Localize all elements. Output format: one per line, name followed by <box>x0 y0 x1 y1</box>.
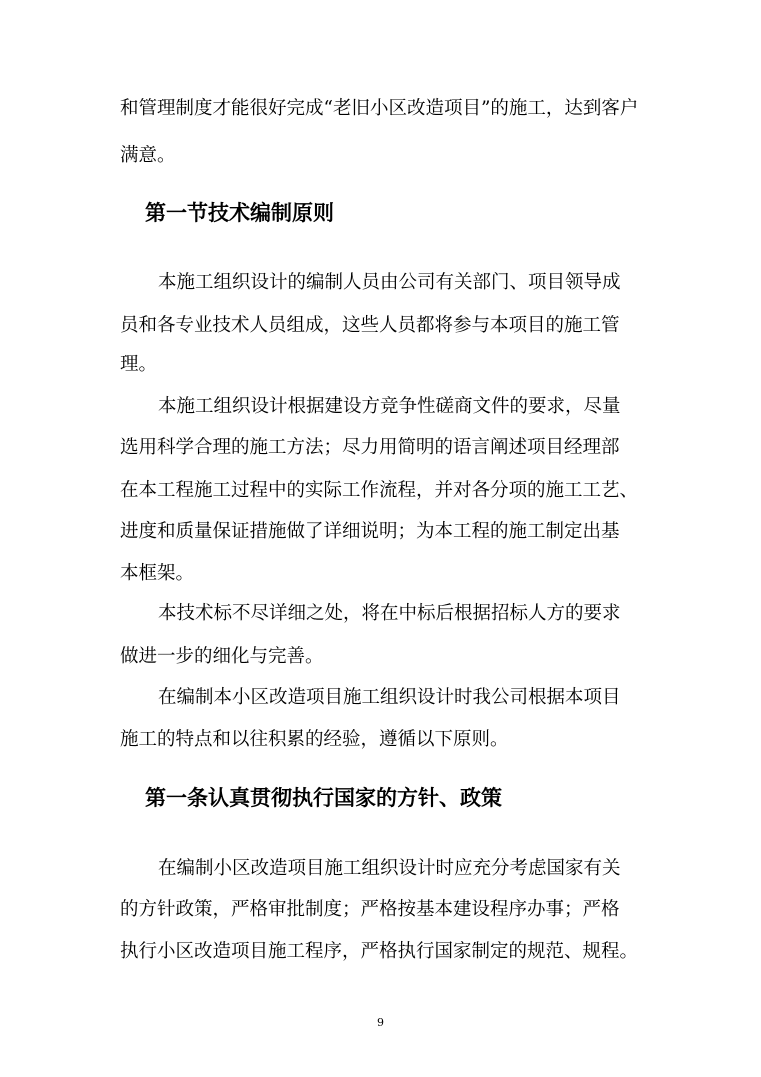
paragraph-line: 本施工组织设计根据建设方竞争性磋商文件的要求，尽量 <box>158 396 621 417</box>
paragraph-line: 和管理制度才能很好完成“老旧小区改造项目”的施工，达到客户 <box>120 98 639 119</box>
section-heading: 第一节技术编制原则 <box>145 200 334 225</box>
paragraph-line: 执行小区改造项目施工程序，严格执行国家制定的规范、规程。 <box>120 941 639 962</box>
paragraph-line: 理。 <box>120 354 158 375</box>
paragraph-line: 施工的特点和以往积累的经验，遵循以下原则。 <box>120 729 509 750</box>
paragraph-line: 做进一步的细化与完善。 <box>120 646 324 667</box>
paragraph-line: 满意。 <box>120 145 176 166</box>
paragraph-line: 本施工组织设计的编制人员由公司有关部门、项目领导成 <box>158 272 621 293</box>
paragraph-line: 在本工程施工过程中的实际工作流程，并对各分项的施工工艺、 <box>120 480 639 501</box>
paragraph-line: 本框架。 <box>120 563 195 584</box>
paragraph-line: 的方针政策，严格审批制度；严格按基本建设程序办事；严格 <box>120 899 620 920</box>
paragraph-line: 选用科学合理的施工方法；尽力用简明的语言阐述项目经理部 <box>120 437 620 458</box>
paragraph-line: 在编制本小区改造项目施工组织设计时我公司根据本项目 <box>158 687 621 708</box>
paragraph-line: 在编制小区改造项目施工组织设计时应充分考虑国家有关 <box>158 858 621 879</box>
section-heading: 第一条认真贯彻执行国家的方针、政策 <box>145 785 502 810</box>
paragraph-line: 进度和质量保证措施做了详细说明；为本工程的施工制定出基 <box>120 521 620 542</box>
paragraph-line: 本技术标不尽详细之处，将在中标后根据招标人方的要求 <box>158 603 621 624</box>
page-number: 9 <box>377 1016 384 1029</box>
paragraph-line: 员和各专业技术人员组成，这些人员都将参与本项目的施工管 <box>120 315 620 336</box>
